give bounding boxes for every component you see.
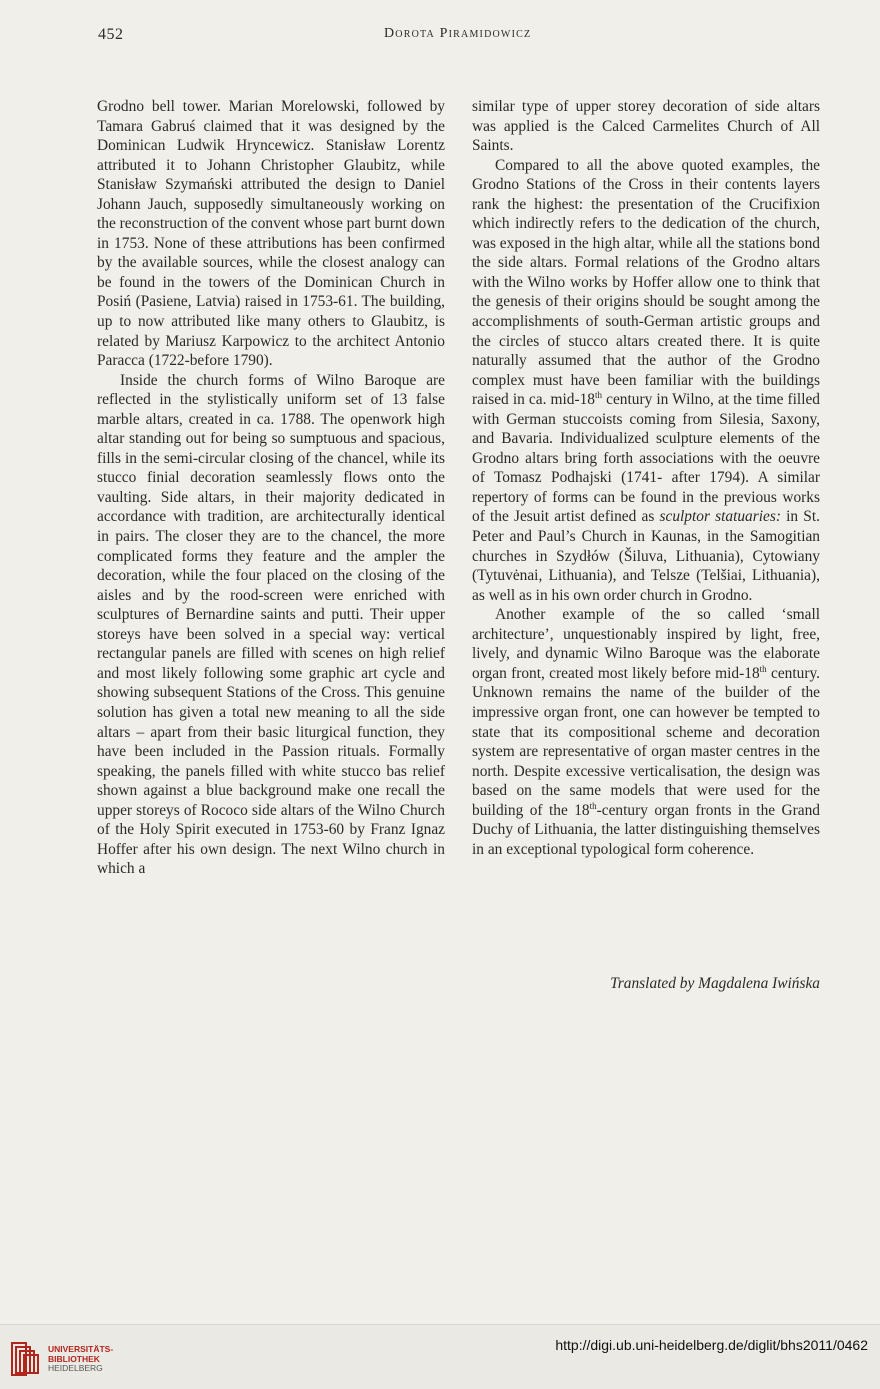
paragraph: similar type of upper storey decoration of side altars was applied is the Calced Carmelites Church of All Saints. (472, 98, 820, 155)
library-logo-text (48, 1345, 113, 1374)
page-header (0, 26, 880, 50)
logo-line: BIBLIOTHEK (48, 1353, 100, 1364)
text-run: century. Unknown remains the name of the builder of the impressive organ front, one can however be tempted to state that its compositional scheme and decoration system are representative of organ master centres in the north. Despite excessive verticalisation, the design was based on the same models that were used for the building of the 18 (472, 664, 820, 819)
right-column (472, 97, 820, 859)
running-head: Dorota Piramidowicz (384, 26, 532, 41)
logo-line: HEIDELBERG (48, 1363, 103, 1373)
paragraph: Grodno bell tower. Marian Morelowski, followed by Tamara Gabruś claimed that it was designed by the Dominican Ludwik Hryncewicz. Stanisław Lorentz attributed it to Johann Christopher Glaubitz, while Stanisław Szymański attributed the design to Daniel Johann Jauch, supposedly simultaneously working on the reconstruction of the convent whose part burnt down in 1753. None of these attributions has been confirmed by the available sources, while the closest analogy can be found in the towers of the Dominican Church in Posiń (Pasiene, Latvia) raised in 1753-61. The building, up to now attributed like many others to Glaubitz, is related by Mariusz Karpowicz to the architect Antonio Paracca (1722-before 1790). (97, 98, 445, 370)
paragraph: Inside the church forms of Wilno Baroque are reflected in the stylistically uniform set of 13 false marble altars, created in ca. 1788. The openwork high altar standing out for being so sumptuous and spacious, fills in the semi-circular closing of the chancel, while its stucco finial decoration seamlessly flows onto the vaulting. Side altars, in their majority dedicated in accordance with tradition, are architecturally identical in pairs. The closer they are to the chancel, the more complicated forms they feature and the ampler the decoration, while the four placed on the closing of the aisles and by the rood-screen were enriched with sculptures of Bernardine saints and putti. Their upper storeys have been solved in a special way: vertical rectangular panels are filled with scenes on high relief and most likely following some graphic art cycle and showing subsequent Stations of the Cross. This genuine solution has given a total new meaning to all the side altars – apart from their basic liturgical function, they have been included in the Passion rituals. Formally speaking, the panels filled with white stucco bas relief shown against a blue background make one recall the upper storeys of Rococo side altars of the Wilno Church of the Holy Spirit executed in 1753-60 by Franz Ignaz Hoffer after his own design. The next Wilno church in which a (97, 371, 445, 878)
text-run: century in Wilno, at the time filled with German stuccoists coming from Silesia, Saxony, and Bavaria. Individualized sculpture elements of the Grodno altars bring forth associations with the oeuvre of Tomasz Podhajski (1741- after 1794). A similar repertory of forms can be found in the previous works of the Jesuit artist defined as (472, 391, 820, 526)
library-logo-icon (10, 1339, 42, 1377)
superscript: th (595, 390, 603, 401)
paragraph (472, 605, 820, 859)
italic-term: sculptor statuaries: (659, 508, 781, 526)
text-run: Another example of the so called ‘small architecture’, unquestionably inspired by light, free, lively, and dynamic Wilno Baroque was the elaborate organ front, created most likely before mid-18 (472, 606, 820, 682)
logo-line: UNIVERSITÄTS- (48, 1344, 114, 1354)
text-run: in St. Peter and Paul’s Church in Kaunas, in the Samogitian churches in Szydłów (Šiluva, Lithuania), Cytowiany (Tytuvėnai, Lithuania), and Telsze (Telšiai, Lithuania), as well as in his own order church in Grodno. (472, 508, 820, 604)
page-number: 452 (98, 26, 124, 43)
library-logo[interactable] (10, 1339, 120, 1379)
paragraph (472, 156, 820, 606)
left-column (97, 97, 445, 879)
translator-credit: Translated by Magdalena Iwińska (610, 975, 820, 992)
superscript: th (759, 663, 767, 674)
footer-bar (0, 1324, 880, 1389)
text-run: Compared to all the above quoted examples, the Grodno Stations of the Cross in their contents layers rank the highest: the presentation of the Crucifixion which indirectly refers to the dedication of the church, was exposed in the high altar, while all the stations bond the side altars. Formal relations of the Grodno altars with the Wilno works by Hoffer allow one to think that the genesis of their origins should be sought among the accomplishments of south-German artistic groups and the circles of stucco altars created there. It is quite naturally assumed that the author of the Grodno complex must have been familiar with the buildings raised in ca. mid-18 (472, 156, 820, 409)
superscript: th (589, 800, 597, 811)
text-run: -century organ fronts in the Grand Duchy of Lithuania, the latter distinguishing themselves in an exceptional typological form coherence. (472, 801, 820, 858)
permalink-url[interactable]: http://digi.ub.uni-heidelberg.de/diglit/bhs2011/0462 (555, 1337, 868, 1353)
